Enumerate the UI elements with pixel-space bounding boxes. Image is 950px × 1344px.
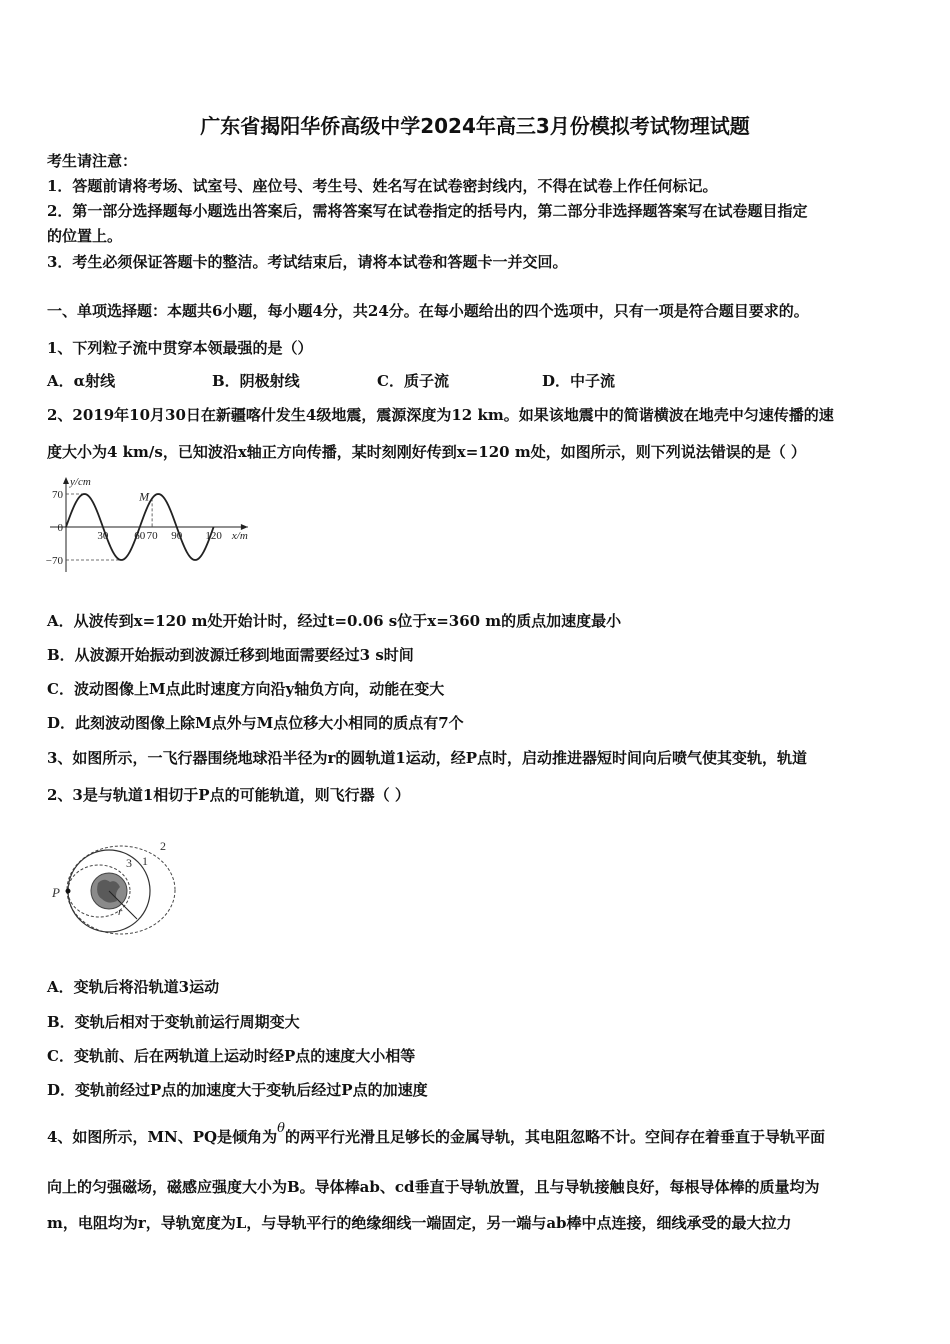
- label-3: 3: [126, 856, 132, 870]
- q4-line3: m，电阻均为r，导轨宽度为L，与导轨平行的绝缘细线一端固定，另一端与ab棒中点连接，细线承受的最大拉力: [47, 1214, 792, 1232]
- q1-option-a: A．α射线: [47, 372, 116, 390]
- wave-ticks: [46, 489, 223, 567]
- notice-item: 的位置上。: [47, 227, 123, 245]
- label-r: r: [118, 906, 123, 918]
- q2-stem-line2: 度大小为4 km/s，已知波沿x轴正方向传播，某时刻刚好传到x=120 m处，如图所示，则下列说法错误的是（ ）: [47, 443, 806, 461]
- q2-option-a: A．从波传到x=120 m处开始计时，经过t=0.06 s位于x=360 m的质点加速度最小: [47, 612, 622, 630]
- notice-item: 2．第一部分选择题每小题选出答案后，需将答案写在试卷指定的括号内，第二部分非选择题答案写在试卷题目指定: [47, 202, 808, 220]
- label-p: P: [52, 885, 60, 900]
- q4-line2: 向上的匀强磁场，磁感应强度大小为B。导体棒ab、cd垂直于导轨放置，且与导轨接触良好，每根导体棒的质量均为: [47, 1178, 820, 1196]
- x-tick-label: 90: [171, 530, 183, 542]
- m-label: M: [139, 489, 150, 504]
- q3-option-b: B．变轨后相对于变轨前运行周期变大: [47, 1013, 300, 1031]
- point-p: [66, 889, 71, 894]
- notice-item: 1．答题前请将考场、试室号、座位号、考生号、姓名写在试卷密封线内，不得在试卷上作任何标记。: [47, 177, 718, 195]
- notice-item: 3．考生必须保证答题卡的整洁。考试结束后，请将本试卷和答题卡一并交回。: [47, 253, 568, 271]
- q1-option-b: B．阴极射线: [212, 372, 300, 390]
- orbit-diagram: [44, 835, 194, 940]
- q3-stem-line1: 3、如图所示，一飞行器围绕地球沿半径为r的圆轨道1运动，经P点时，启动推进器短时间向后喷气使其变轨，轨道: [47, 749, 808, 767]
- q2-option-d: D．此刻波动图像上除M点外与M点位移大小相同的质点有7个: [47, 714, 464, 732]
- q3-option-a: A．变轨后将沿轨道3运动: [47, 978, 220, 996]
- x-axis-label: x/m: [231, 530, 248, 542]
- theta-symbol: θ: [277, 1121, 285, 1136]
- q2-stem-line1: 2、2019年10月30日在新疆喀什发生4级地震，震源深度为12 km。如果该地震中的简谐横波在地壳中匀速传播的速: [47, 406, 834, 424]
- q4-line1: [47, 1121, 825, 1149]
- q4-line1-end: 的两平行光滑且足够长的金属导轨，其电阻忽略不计。空间存在着垂直于导轨平面: [284, 1128, 825, 1146]
- x-tick-label: 30: [97, 530, 109, 542]
- q1-option-d: D．中子流: [542, 372, 616, 390]
- y-axis-arrow: [63, 477, 69, 484]
- wave-graph: [40, 472, 260, 582]
- x-tick-label: 70: [146, 530, 158, 542]
- wave-axes: [50, 476, 248, 572]
- q4-line1-start: 4、如图所示，MN、PQ是倾角为: [47, 1128, 278, 1146]
- page-title: 广东省揭阳华侨高级中学2024年高三3月份模拟考试物理试题: [200, 114, 750, 138]
- q3-option-d: D．变轨前经过P点的加速度大于变轨后经过P点的加速度: [47, 1081, 428, 1099]
- notice-heading: 考生请注意：: [47, 152, 138, 170]
- q3-option-c: C．变轨前、后在两轨道上运动时经P点的速度大小相等: [47, 1047, 416, 1065]
- label-2: 2: [160, 839, 166, 853]
- q1-stem: 1、下列粒子流中贯穿本领最强的是（）: [47, 339, 313, 357]
- section-heading: 一、单项选择题：本题共6小题，每小题4分，共24分。在每小题给出的四个选项中，只有一项是符合题目要求的。: [47, 302, 809, 320]
- q3-stem-line2: 2、3是与轨道1相切于P点的可能轨道，则飞行器（ ）: [47, 786, 410, 804]
- q2-option-c: C．波动图像上M点此时速度方向沿y轴负方向，动能在变大: [47, 680, 445, 698]
- y-axis-label: y/cm: [70, 476, 91, 488]
- y-tick-label: 0: [57, 522, 63, 534]
- x-tick-label: 120: [205, 530, 222, 542]
- x-tick-label: 60: [134, 530, 146, 542]
- y-tick-label: 70: [52, 489, 63, 501]
- label-1: 1: [142, 854, 148, 868]
- y-tick-label: −70: [45, 555, 63, 567]
- q2-option-b: B．从波源开始振动到波源迁移到地面需要经过3 s时间: [47, 646, 414, 664]
- q1-option-c: C．质子流: [377, 372, 449, 390]
